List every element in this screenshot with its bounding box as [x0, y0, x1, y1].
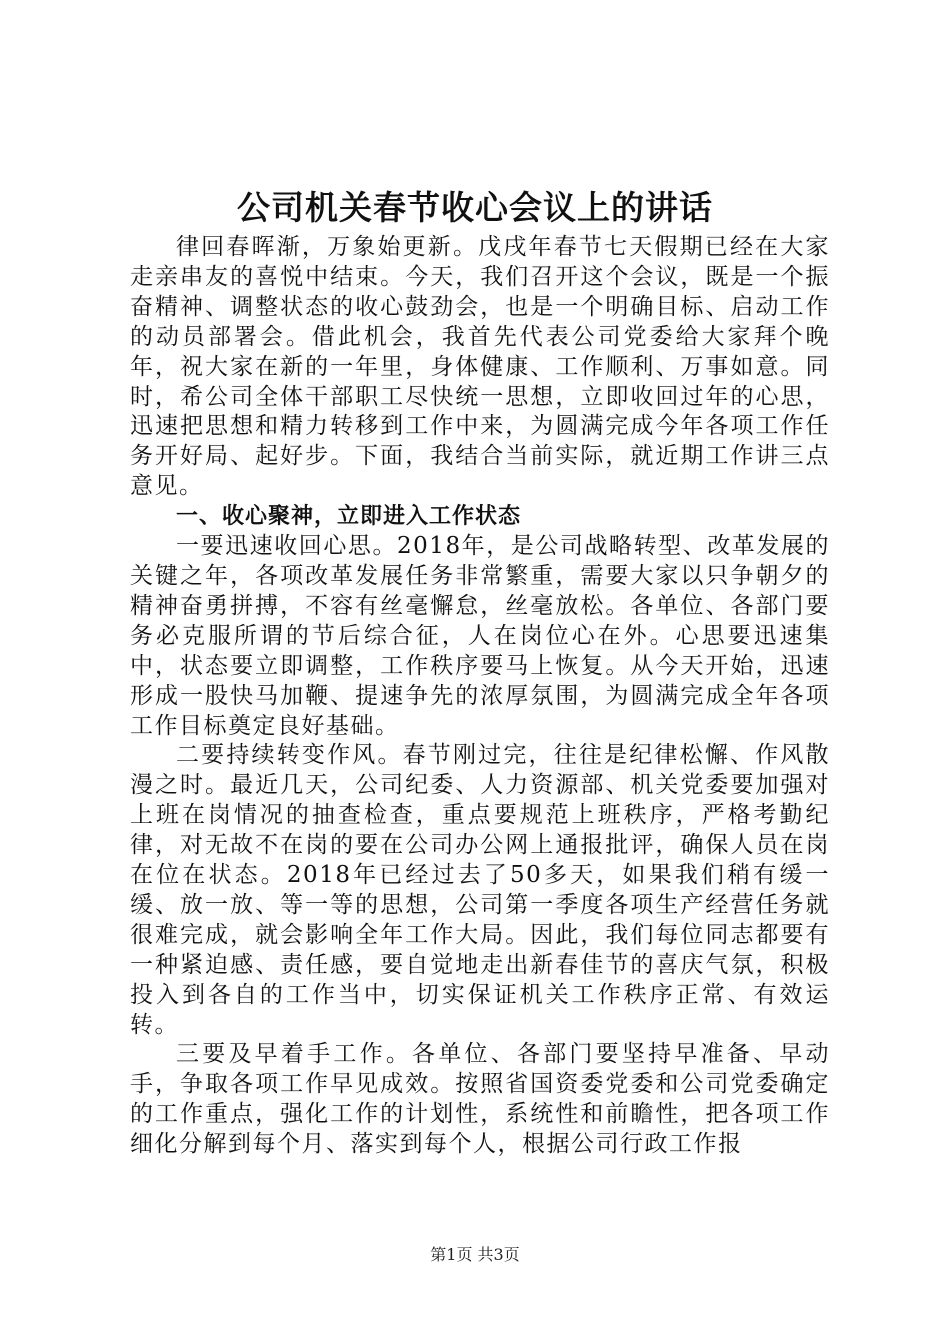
page-title: 公司机关春节收心会议上的讲话: [237, 188, 713, 227]
section-heading-1: 一、收心聚神，立即进入工作状态: [176, 504, 522, 530]
intro-paragraph: 律回春晖渐，万象始更新。戊戌年春节七天假期已经在大家走亲串友的喜悦中结束。今天，我们召开这个会议，既是一个振奋精神、调整状态的收心鼓劲会，也是一个明确目标、启动工作的动员部署会。借此机会，我首先代表公司党委给大家拜个晚年，祝大家在新的一年里，身体健康、工作顺利、万事如意。同时，希公司全体干部职工尽快统一思想，立即收回过年的心思，迅速把思想和精力转移到工作中来，为圆满完成今年各项工作任务开好局、起好步。下面，我结合当前实际，就近期工作讲三点意见。: [130, 234, 830, 500]
page-number-footer: 第1页 共3页: [430, 1245, 520, 1264]
body-paragraph-3: 三要及早着手工作。各单位、各部门要坚持早准备、早动手，争取各项工作早见成效。按照省国资委党委和公司党委确定的工作重点，强化工作的计划性，系统性和前瞻性，把各项工作细化分解到每个月、落实到每个人，根据公司行政工作报: [130, 1041, 830, 1158]
body-paragraph-1: 一要迅速收回心思。2018年，是公司战略转型、改革发展的关键之年，各项改革发展任务非常繁重，需要大家以只争朝夕的精神奋勇拼搏，不容有丝毫懈怠，丝毫放松。各单位、各部门要务必克服所谓的节后综合征，人在岗位心在外。心思要迅速集中，状态要立即调整，工作秩序要马上恢复。从今天开始，迅速形成一股快马加鞭、提速争先的浓厚氛围，为圆满完成全年各项工作目标奠定良好基础。: [130, 533, 830, 739]
body-paragraph-2: 二要持续转变作风。春节刚过完，往往是纪律松懈、作风散漫之时。最近几天，公司纪委、人力资源部、机关党委要加强对上班在岗情况的抽查检查，重点要规范上班秩序，严格考勤纪律，对无故不在岗的要在公司办公网上通报批评，确保人员在岗在位在状态。2018年已经过去了50多天，如果我们稍有缓一缓、放一放、等一等的思想，公司第一季度各项生产经营任务就很难完成，就会影响全年工作大局。因此，我们每位同志都要有一种紧迫感、责任感，要自觉地走出新春佳节的喜庆气氛，积极投入到各自的工作当中，切实保证机关工作秩序正常、有效运转。: [130, 742, 830, 1038]
document-body: [130, 233, 830, 1160]
